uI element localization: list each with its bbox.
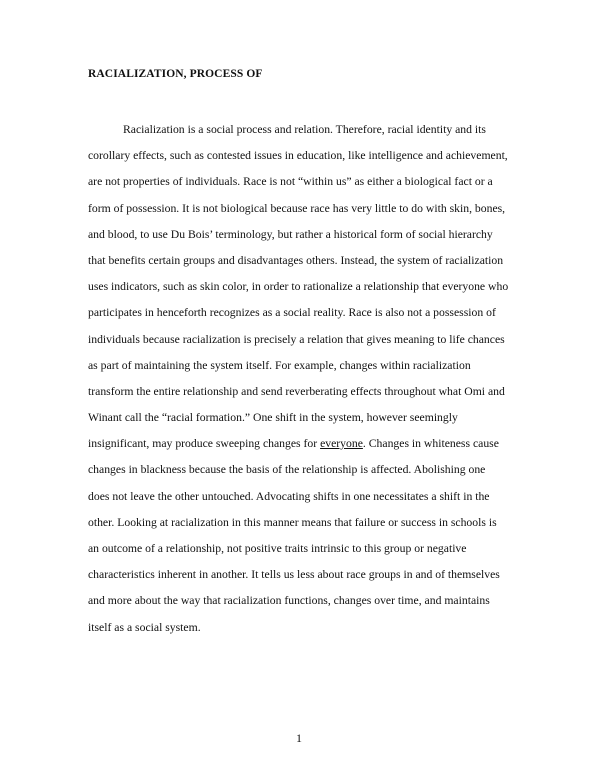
text-segment: insignificant, may produce sweeping changes for — [88, 437, 321, 451]
text-line: are not properties of individuals. Race is not “within us” as either a biological fact or a — [88, 175, 493, 189]
text-line: form of possession. It is not biological because race has very little to do with skin, bones, — [88, 201, 506, 215]
text-line: transform the entire relationship and send reverberating effects throughout what Omi and — [88, 384, 505, 398]
text-line: does not leave the other untouched. Advocating shifts in one necessitates a shift in the — [88, 489, 490, 503]
underlined-word: everyone — [320, 437, 363, 451]
text-line: Racialization is a social process and relation. Therefore, racial identity and its — [123, 123, 486, 136]
body-paragraph — [88, 123, 528, 647]
text-line-with-underline — [88, 437, 528, 463]
text-line: corollary effects, such as contested issues in education, like intelligence and achievement, — [88, 149, 508, 163]
text-line: an outcome of a relationship, not positive traits intrinsic to this group or negative — [88, 542, 467, 555]
text-line: as part of maintaining the system itself. For example, changes within racialization — [88, 358, 471, 372]
text-line: Winant call the “racial formation.” One shift in the system, however seemingly — [88, 411, 458, 425]
text-line: other. Looking at racialization in this manner means that failure or success in schools is — [88, 515, 497, 529]
text-line: uses indicators, such as skin color, in order to rationalize a relationship that everyone who — [88, 280, 509, 294]
text-line: individuals because racialization is precisely a relation that gives meaning to life chances — [88, 332, 505, 346]
text-segment: . Changes in whiteness cause — [362, 437, 499, 451]
text-line: participates in henceforth recognizes as a social reality. Race is also not a possession of — [88, 306, 496, 320]
text-line: changes in blackness because the basis of the relationship is affected. Abolishing one — [88, 463, 486, 477]
text-line: that benefits certain groups and disadvantages others. Instead, the system of racialization — [88, 253, 504, 267]
text-line: and blood, to use Du Bois’ terminology, but rather a historical form of social hierarchy — [88, 227, 493, 241]
document-title: RACIALIZATION, PROCESS OF — [88, 68, 263, 80]
page-number: 1 — [296, 731, 302, 745]
text-line: characteristics inherent in another. It tells us less about race groups in and of themselves — [88, 568, 500, 582]
text-line: and more about the way that racialization functions, changes over time, and maintains — [88, 594, 490, 608]
text-line: itself as a social system. — [88, 620, 201, 634]
